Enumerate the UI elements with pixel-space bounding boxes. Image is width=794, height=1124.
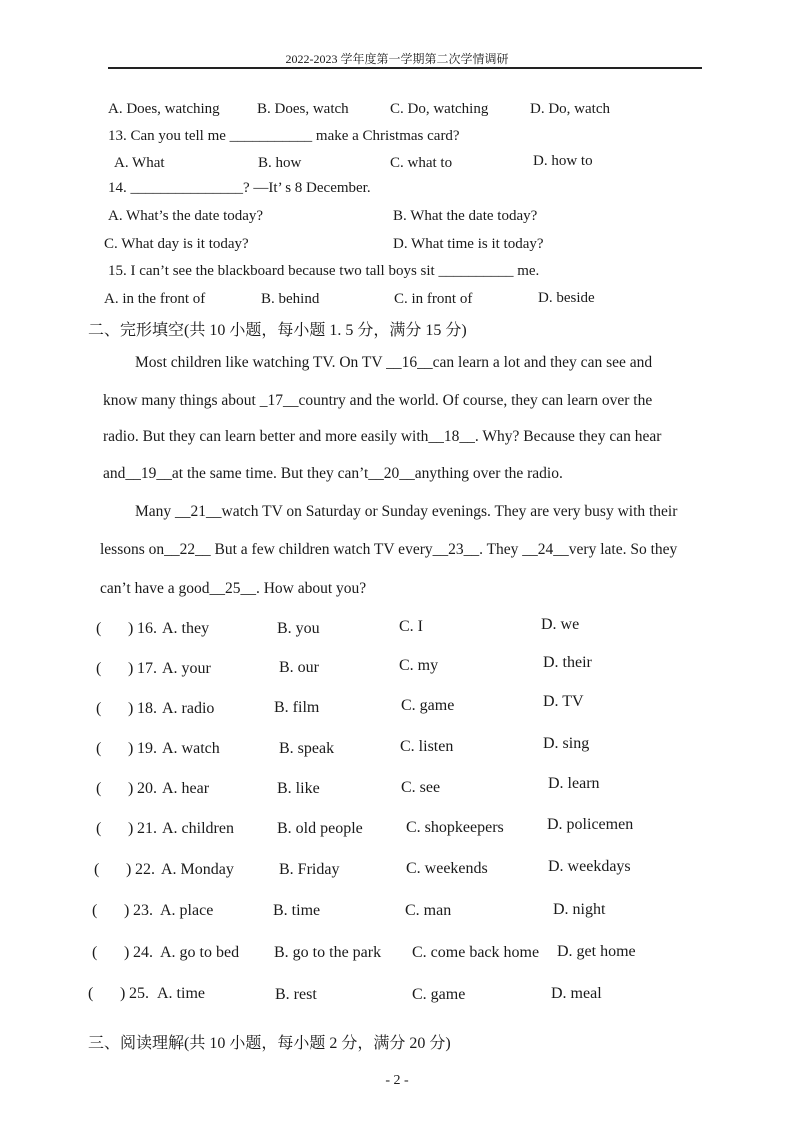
- passage-line-6: lessons on__22__ But a few children watch TV every__23__. They __24__very late. So they: [100, 541, 678, 558]
- q12-option-a: A. Does, watching: [108, 101, 220, 117]
- answer-paren-close: ): [120, 985, 126, 1002]
- question-number: 18.: [137, 700, 157, 717]
- question-number: 24.: [133, 944, 153, 961]
- question-number: 17.: [137, 660, 157, 677]
- answer-paren-close: ): [128, 660, 134, 677]
- answer-paren-close: ): [128, 620, 134, 637]
- option-a: A. children: [162, 820, 234, 837]
- passage-line-1: Most children like watching TV. On TV __16__can learn a lot and they can see and: [135, 354, 653, 371]
- option-b: B. time: [273, 902, 321, 919]
- answer-paren-close: ): [124, 902, 130, 919]
- option-a: A. time: [157, 985, 205, 1002]
- header-rule: [108, 67, 702, 69]
- option-c: C. shopkeepers: [406, 819, 504, 836]
- answer-paren-open: (: [92, 902, 98, 919]
- answer-paren-close: ): [124, 944, 130, 961]
- option-c: C. see: [401, 779, 441, 796]
- q15-option-b: B. behind: [261, 291, 320, 307]
- passage-line-4: and__19__at the same time. But they can’t__20__anything over the radio.: [103, 465, 563, 482]
- page-header: 2022-2023 学年度第一学期第二次学情调研: [285, 52, 509, 66]
- option-c: C. my: [399, 657, 439, 674]
- answer-paren-open: (: [92, 944, 98, 961]
- answer-paren-close: ): [126, 861, 132, 878]
- option-c: C. listen: [400, 738, 454, 755]
- option-d: D. we: [541, 616, 580, 633]
- question-number: 19.: [137, 740, 157, 757]
- option-c: C. I: [399, 618, 423, 635]
- option-d: D. meal: [551, 985, 602, 1002]
- answer-paren-close: ): [128, 700, 134, 717]
- q12-option-d: D. Do, watch: [530, 101, 610, 117]
- question-number: 20.: [137, 780, 157, 797]
- option-b: B. film: [274, 699, 320, 716]
- answer-paren-open: (: [96, 820, 102, 837]
- answer-paren-open: (: [94, 861, 100, 878]
- answer-paren-close: ): [128, 740, 134, 757]
- option-d: D. get home: [557, 943, 636, 960]
- option-a: A. your: [162, 660, 211, 677]
- option-a: A. radio: [162, 700, 215, 717]
- answer-paren-close: ): [128, 780, 134, 797]
- question-number: 25.: [129, 985, 149, 1002]
- q13-option-d: D. how to: [533, 153, 593, 169]
- answer-paren-open: (: [96, 660, 102, 677]
- q14-stem: 14. _______________? —It’ s 8 December.: [108, 180, 371, 196]
- option-b: B. our: [279, 659, 319, 676]
- question-number: 22.: [135, 861, 155, 878]
- q12-option-b: B. Does, watch: [257, 101, 349, 117]
- option-d: D. night: [553, 901, 606, 918]
- option-c: C. game: [412, 986, 466, 1003]
- passage-line-5: Many __21__watch TV on Saturday or Sunday evenings. They are very busy with their: [135, 503, 678, 520]
- q14-option-a: A. What’s the date today?: [108, 208, 264, 224]
- q15-option-d: D. beside: [538, 290, 595, 306]
- option-d: D. weekdays: [548, 858, 631, 875]
- option-b: B. Friday: [279, 861, 340, 878]
- option-b: B. like: [277, 780, 320, 797]
- q14-option-d: D. What time is it today?: [393, 236, 544, 252]
- q13-option-c: C. what to: [390, 155, 453, 171]
- q12-option-c: C. Do, watching: [390, 101, 489, 117]
- option-c: C. weekends: [406, 860, 488, 877]
- option-c: C. man: [405, 902, 452, 919]
- q15-stem: 15. I can’t see the blackboard because two tall boys sit __________ me.: [108, 263, 540, 279]
- option-b: B. go to the park: [274, 944, 382, 961]
- option-a: A. place: [160, 902, 214, 919]
- page-number: - 2 -: [385, 1073, 409, 1088]
- passage-line-7: can’t have a good__25__. How about you?: [100, 580, 367, 597]
- option-d: D. their: [543, 654, 592, 671]
- section-3-title: 三、阅读理解(共 10 小题，每小题 2 分，满分 20 分): [88, 1035, 451, 1052]
- option-c: C. come back home: [412, 944, 540, 961]
- option-a: A. Monday: [161, 861, 234, 878]
- question-number: 23.: [133, 902, 153, 919]
- answer-paren-open: (: [88, 985, 94, 1002]
- question-number: 21.: [137, 820, 157, 837]
- option-a: A. go to bed: [160, 944, 240, 961]
- answer-paren-open: (: [96, 700, 102, 717]
- option-a: A. hear: [162, 780, 210, 797]
- option-d: D. sing: [543, 735, 590, 752]
- option-b: B. old people: [277, 820, 363, 837]
- q14-option-b: B. What the date today?: [393, 208, 538, 224]
- answer-paren-open: (: [96, 740, 102, 757]
- q13-option-b: B. how: [258, 155, 302, 171]
- section-2-title: 二、完形填空(共 10 小题，每小题 1. 5 分，满分 15 分): [88, 322, 467, 339]
- option-a: A. watch: [162, 740, 220, 757]
- option-d: D. policemen: [547, 816, 634, 833]
- option-b: B. speak: [279, 740, 335, 757]
- q13-stem: 13. Can you tell me ___________ make a Christmas card?: [108, 128, 460, 144]
- q15-option-c: C. in front of: [394, 291, 473, 307]
- question-number: 16.: [137, 620, 157, 637]
- option-d: D. learn: [548, 775, 600, 792]
- q13-option-a: A. What: [114, 155, 165, 171]
- answer-paren-open: (: [96, 780, 102, 797]
- option-b: B. you: [277, 620, 320, 637]
- passage-line-3: radio. But they can learn better and more easily with__18__. Why? Because they can hear: [103, 428, 662, 445]
- q15-option-a: A. in the front of: [104, 291, 206, 307]
- answer-paren-open: (: [96, 620, 102, 637]
- answer-paren-close: ): [128, 820, 134, 837]
- passage-line-2: know many things about _17__country and the world. Of course, they can learn over the: [103, 392, 653, 409]
- option-c: C. game: [401, 697, 455, 714]
- option-d: D. TV: [543, 693, 584, 710]
- option-a: A. they: [162, 620, 210, 637]
- q14-option-c: C. What day is it today?: [104, 236, 249, 252]
- option-b: B. rest: [275, 986, 317, 1003]
